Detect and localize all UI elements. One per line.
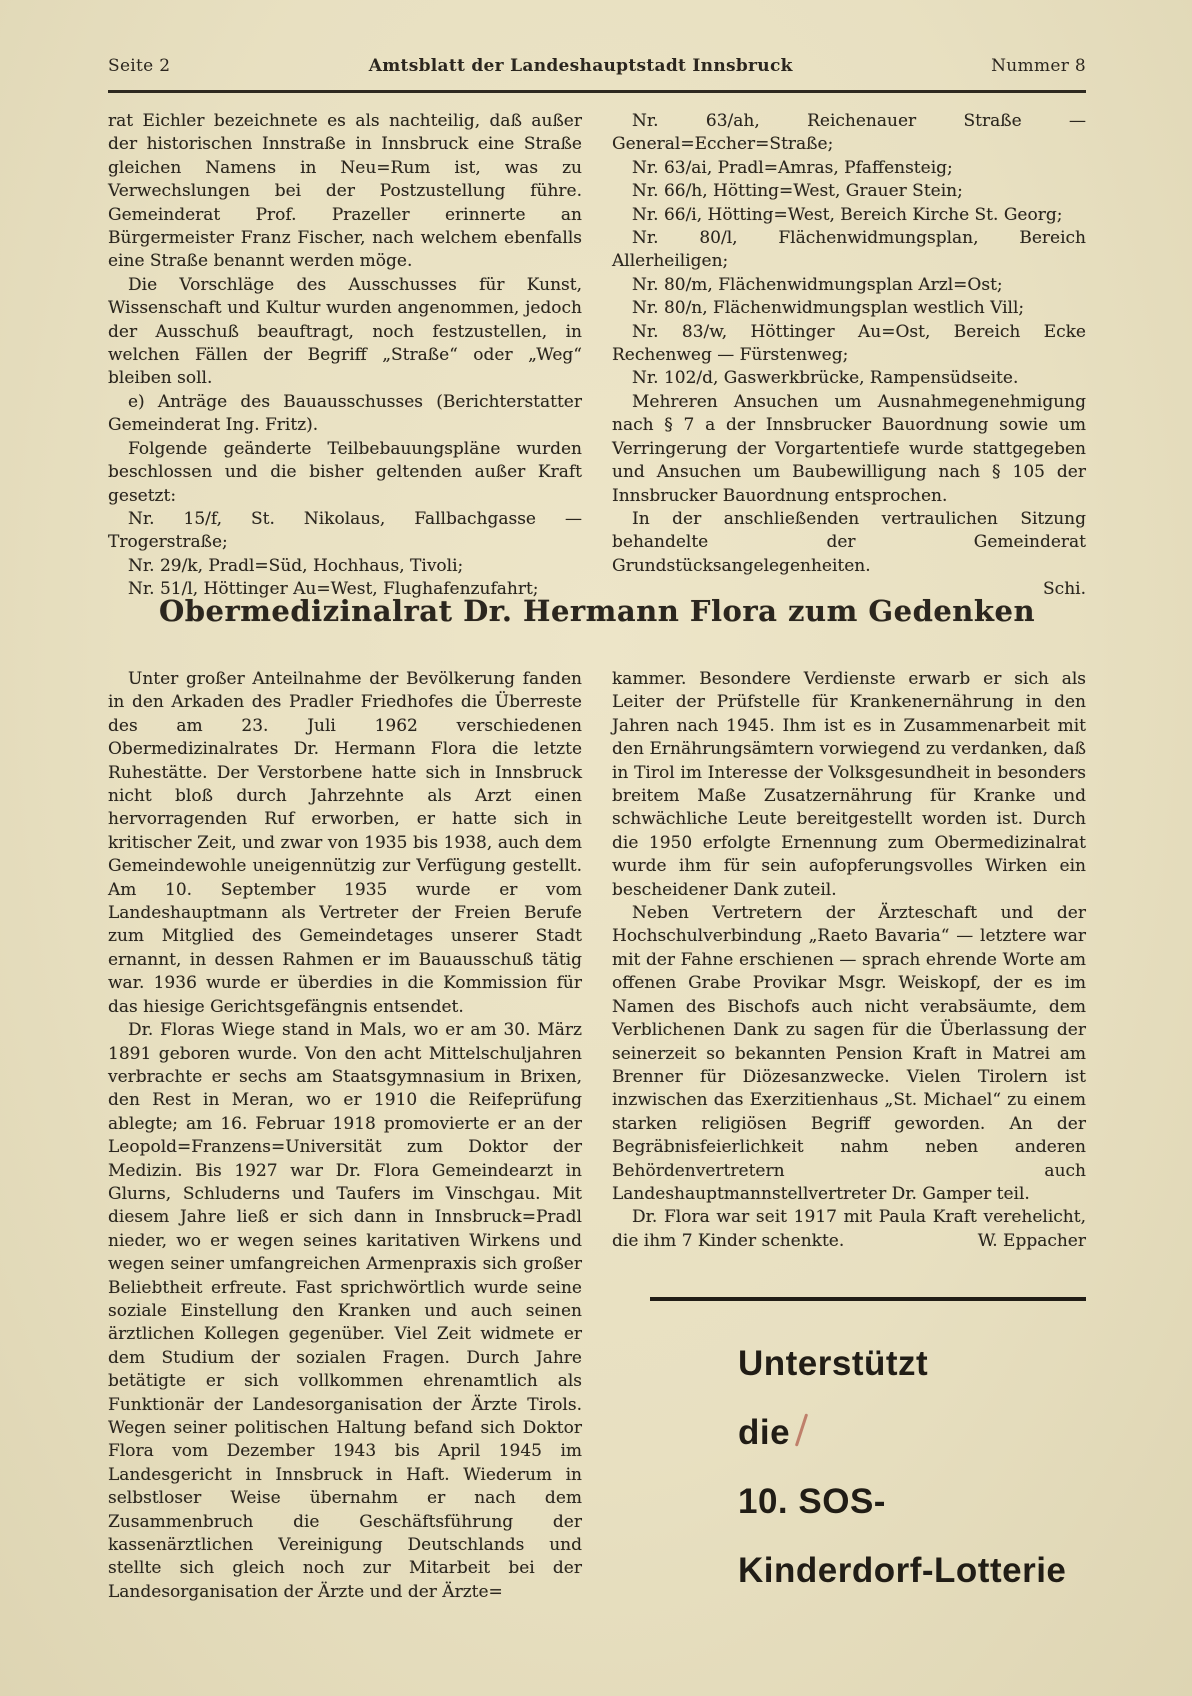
- ad-line: Unterstützt: [738, 1344, 929, 1384]
- list-item: Nr. 80/m, Flächenwidmungsplan Arzl=Ost;: [632, 274, 1003, 295]
- paragraph: Unter großer Anteilnahme der Bevölkerung fanden in den Arkaden des Pradler Friedhofes die Überreste des am 23. Juli 1962 verschiedenen Obermedizinalrates Dr. Hermann Flora die letzte Ruhestätte. Der Verstorbene hatte sich in Innsbruck nicht bloß durch Jahrzehnte als Arzt einen hervorragenden Ruf erworben, er hatte sich in kritischer Zeit, und zwar von 1935 bis 1938, auch dem Gemeindewohle uneigennützig zur Verfügung gestellt. Am 10. September 1935 wurde er vom Landeshauptmann als Vertreter der Freien Berufe zum Mitglied des Gemeindetages unserer Stadt ernannt, in dessen Rahmen er im Bauausschuß tätig war. 1936 wurde er überdies in die Kommission für das hiesige Gerichtsgefängnis entsendet.: [108, 669, 582, 1017]
- paragraph: Neben Vertretern der Ärzteschaft und der Hochschulverbindung „Raeto Bavaria“ — letztere war mit der Fahne erschienen — sprach ehrende Worte am offenen Grabe Provikar Msgr. Weiskopf, der es im Namen des Bischofs auch nicht verabsäumte, dem Verblichenen Dank zu sagen für die Überlassung der seinerzeit so bekannten Pension Kraft in Matrei am Brenner für Diözesanzwecke. Vielen Tirolern ist inzwischen das Exerzitienhaus „St. Michael“ zu einem starken religiösen Begriff geworden. An der Begräbnisfeierlichkeit nahm neben anderen Behördenvertretern auch Landeshauptmannstellvertreter Dr. Gamper teil.: [612, 903, 1086, 1204]
- list-item: Nr. 51/l, Höttinger Au=West, Flughafenzufahrt;: [128, 579, 539, 600]
- memorial-right-column: [612, 668, 1086, 1605]
- paragraph: In der anschließenden vertraulichen Sitzung behandelte der Gemeinderat Grundstücksangelegenheiten.: [612, 508, 1086, 576]
- ad-line: Kinderdorf-Lotterie: [738, 1551, 1067, 1591]
- list-item: Nr. 63/ai, Pradl=Amras, Pfaffensteig;: [632, 157, 953, 178]
- list-item: Nr. 102/d, Gaswerkbrücke, Rampensüdseite.: [632, 368, 1019, 389]
- paragraph: kammer. Besondere Verdienste erwarb er sich als Leiter der Prüfstelle für Krankenernährung in den Jahren nach 1945. Ihm ist es in Zusammenarbeit mit den Ernährungsämtern vorwiegend zu verdanken, daß in Tirol im Interesse der Volksgesundheit in besonders breitem Maße Zusatzernährung für Kranke und schwächliche Leute bereitgestellt worden ist. Durch die 1950 erfolgte Ernennung zum Obermedizinalrat wurde ihm für sein aufopferungsvolles Wirken ein bescheidener Dank zuteil.: [612, 669, 1086, 900]
- issue-number: Nummer 8: [991, 56, 1086, 76]
- page-header: [108, 56, 1086, 76]
- ad-line: die: [738, 1413, 791, 1453]
- sos-lottery-ad: [650, 1297, 1086, 1605]
- memorial-article-section: [108, 668, 1086, 1605]
- newspaper-title: Amtsblatt der Landeshauptstadt Innsbruck: [368, 56, 793, 76]
- list-item: Nr. 80/n, Flächenwidmungsplan westlich Vill;: [632, 298, 1025, 319]
- article-headline: Obermedizinalrat Dr. Hermann Flora zum Gedenken: [158, 594, 1036, 628]
- paragraph: Die Vorschläge des Ausschusses für Kunst, Wissenschaft und Kultur wurden angenommen, jedoch der Ausschuß beauftragt, noch festzustellen, in welchen Fällen der Begriff „Straße“ oder „Weg“ bleiben soll.: [108, 274, 582, 389]
- list-item: Nr. 66/i, Hötting=West, Bereich Kirche St. Georg;: [632, 204, 1063, 225]
- newspaper-page: [108, 0, 1086, 1696]
- closing-paragraph: [612, 1206, 1086, 1253]
- paragraph: Folgende geänderte Teilbebauungspläne wurden beschlossen und die bisher geltenden außer Kraft gesetzt:: [108, 438, 582, 506]
- paragraph: rat Eichler bezeichnete es als nachteilig, daß außer der historischen Innstraße in Innsbruck eine Straße gleichen Namens in Neu=Rum ist, was zu Verwechslungen bei der Postzustellung führe. Gemeinderat Prof. Prazeller erinnerte an Bürgermeister Franz Fischer, nach welchem ebenfalls eine Straße benannt werden möge.: [108, 111, 582, 272]
- council-report-section: [108, 110, 1086, 602]
- ad-divider-rule: [650, 1297, 1086, 1301]
- paragraph-text: Dr. Flora war seit 1917 mit Paula Kraft verehelicht, die ihm 7 Kinder schenkte.: [612, 1207, 1086, 1251]
- header-rule: [108, 90, 1086, 93]
- list-item: Nr. 83/w, Höttinger Au=Ost, Bereich Ecke Rechenweg — Fürstenweg;: [612, 321, 1086, 366]
- author-initials: Schi.: [1043, 579, 1086, 600]
- council-right-column: [612, 110, 1086, 602]
- list-item: Nr. 63/ah, Reichenauer Straße — General=Eccher=Straße;: [612, 111, 1086, 155]
- council-left-column: [108, 110, 582, 602]
- paragraph: Mehreren Ansuchen um Ausnahmegenehmigung nach § 7 a der Innsbrucker Bauordnung sowie um Verringerung der Vorgartentiefe wurde stattgegeben und Ansuchen um Baubewilligung nach § 105 der Innsbrucker Bauordnung entsprochen.: [612, 391, 1086, 506]
- author-signature: W. Eppacher: [977, 1230, 1086, 1251]
- paragraph: e) Anträge des Bauausschusses (Berichterstatter Gemeinderat Ing. Fritz).: [108, 391, 582, 436]
- ad-text-block: [650, 1329, 1086, 1605]
- page-number: Seite 2: [108, 56, 171, 76]
- list-item: Nr. 80/l, Flächenwidmungsplan, Bereich Allerheiligen;: [612, 228, 1086, 272]
- list-item: Nr. 66/h, Hötting=West, Grauer Stein;: [632, 181, 963, 202]
- list-item: Nr. 29/k, Pradl=Süd, Hochhaus, Tivoli;: [128, 555, 464, 576]
- paragraph: Dr. Floras Wiege stand in Mals, wo er am 30. März 1891 geboren wurde. Von den acht Mittelschuljahren verbrachte er sechs am Staatsgymnasium in Brixen, den Rest in Meran, wo er 1910 die Reifeprüfung ablegte; am 16. Februar 1918 promovierte er an der Leopold=Franzens=Universität zum Doktor der Medizin. Bis 1927 war Dr. Flora Gemeindearzt in Glurns, Schluderns und Taufers im Vinschgau. Mit diesem Jahre ließ er sich dann in Innsbruck=Pradl nieder, wo er wegen seines karitativen Wirkens und wegen seiner umfangreichen Armenpraxis sich großer Beliebtheit erfreute. Fast sprichwörtlich wurde seine soziale Einstellung den Kranken und auch seinen ärztlichen Kollegen gegenüber. Viel Zeit widmete er dem Studium der sozialen Fragen. Durch Jahre betätigte er sich vollkommen ehrenamtlich als Funktionär der Landesorganisation der Ärzte Tirols. Wegen seiner politischen Haltung befand sich Doktor Flora vom Dezember 1943 bis April 1945 im Landesgericht in Innsbruck in Haft. Wiederum in selbstloser Weise übernahm er nach dem Zusammenbruch die Geschäftsführung der kassenärztlichen Vereinigung Deutschlands und stellte sich gleich noch zur Mitarbeit bei der Landesorganisation der Ärzte und der Ärzte=: [108, 1020, 582, 1602]
- memorial-left-column: [108, 668, 582, 1605]
- list-item: Nr. 15/f, St. Nikolaus, Fallbachgasse — Trogerstraße;: [108, 508, 582, 553]
- ad-line: 10. SOS-: [738, 1482, 886, 1522]
